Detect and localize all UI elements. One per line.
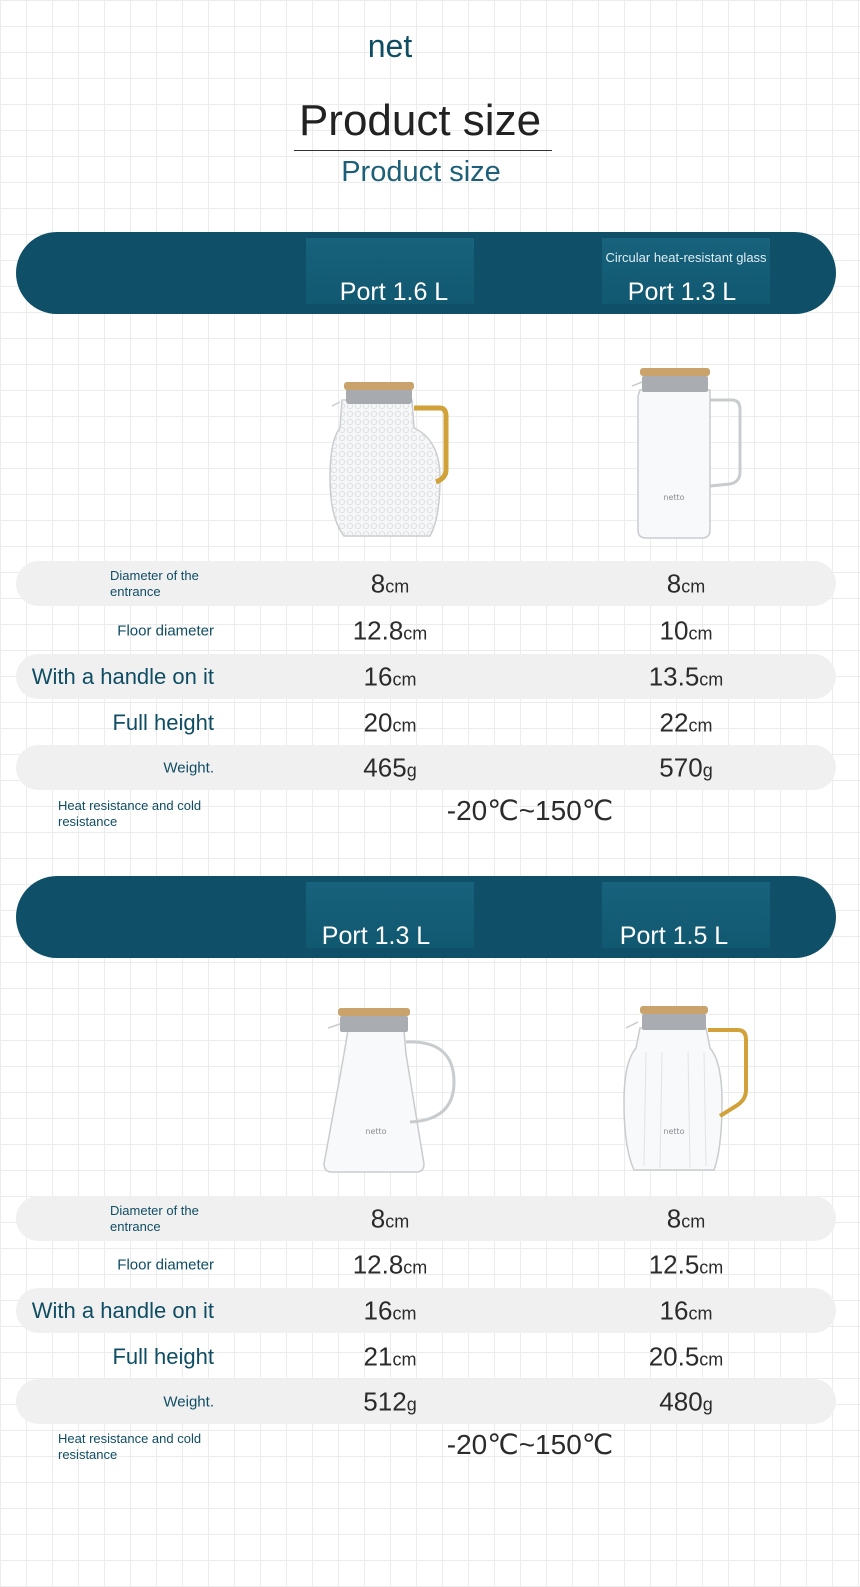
section1-heat-label: Heat resistance and cold resistance (58, 798, 202, 829)
value-col2: 570g (659, 752, 713, 782)
page-title: Product size (298, 96, 542, 145)
row-label: With a handle on it (31, 1297, 214, 1323)
conical-glass-jug-icon (318, 1004, 468, 1176)
value-col1: 16cm (363, 661, 417, 691)
value-col2: 10cm (659, 615, 713, 645)
value-col2: 12.5cm (648, 1249, 724, 1279)
value-col2: 8cm (666, 1203, 706, 1233)
ribbed-glass-jug-icon (618, 1002, 758, 1176)
value-col1: 21cm (363, 1341, 417, 1371)
section2-col2-title: Port 1.5 L (619, 922, 729, 950)
hammered-glass-jug-icon (322, 378, 462, 543)
value-col1: 16cm (363, 1295, 417, 1325)
section2-header-band (16, 876, 836, 958)
brand-name: net (367, 28, 413, 64)
value-col2: 480g (659, 1386, 713, 1416)
value-col2: 16cm (659, 1295, 713, 1325)
section2-heat-label: Heat resistance and cold resistance (58, 1431, 202, 1462)
row-label: Weight. (163, 1393, 214, 1410)
value-col1: 465g (363, 752, 417, 782)
row-label: Full height (112, 709, 214, 735)
title-divider (294, 150, 552, 151)
page-subtitle: Product size (341, 156, 501, 188)
section2-row-weight (16, 1379, 836, 1424)
section2-row-handle (16, 1288, 836, 1333)
section2-row-height (16, 1334, 836, 1379)
section1-row-height (16, 700, 836, 745)
row-label: Floor diameter (117, 1256, 214, 1273)
section2-heat-value: -20℃~150℃ (446, 1429, 614, 1460)
netto-logo-text: netto (663, 1127, 685, 1136)
section1-header-band (16, 232, 836, 314)
row-label: Diameter of the entrance (110, 1202, 199, 1234)
section1-col2-title: Port 1.3 L (627, 278, 737, 306)
section1-heat-value: -20℃~150℃ (446, 795, 614, 826)
section1-row-floor (16, 608, 836, 653)
value-col1: 20cm (363, 707, 417, 737)
row-label: Floor diameter (117, 622, 214, 639)
row-label: Diameter of the entrance (110, 567, 199, 599)
row-label: Weight. (163, 759, 214, 776)
value-col1: 12.8cm (352, 615, 428, 645)
value-col1: 8cm (370, 568, 410, 598)
section2-row-entrance (16, 1196, 836, 1241)
value-col1: 512g (363, 1386, 417, 1416)
section1-row-weight (16, 745, 836, 790)
value-col1: 12.8cm (352, 1249, 428, 1279)
row-label: Full height (112, 1343, 214, 1369)
section1-col1-title: Port 1.6 L (339, 278, 449, 306)
value-col2: 22cm (659, 707, 713, 737)
section2-row-floor (16, 1242, 836, 1287)
row-label: With a handle on it (31, 663, 214, 689)
value-col2: 13.5cm (648, 661, 724, 691)
value-col1: 8cm (370, 1203, 410, 1233)
value-col2: 20.5cm (648, 1341, 724, 1371)
value-col2: 8cm (666, 568, 706, 598)
straight-glass-jug-icon (628, 362, 748, 544)
netto-logo-text: netto (365, 1127, 387, 1136)
section1-row-handle (16, 654, 836, 699)
section1-row-entrance (16, 561, 836, 606)
section1-band-note: Circular heat-resistant glass (605, 250, 767, 265)
section2-col1-title: Port 1.3 L (321, 922, 431, 950)
netto-logo-text: netto (663, 493, 685, 502)
